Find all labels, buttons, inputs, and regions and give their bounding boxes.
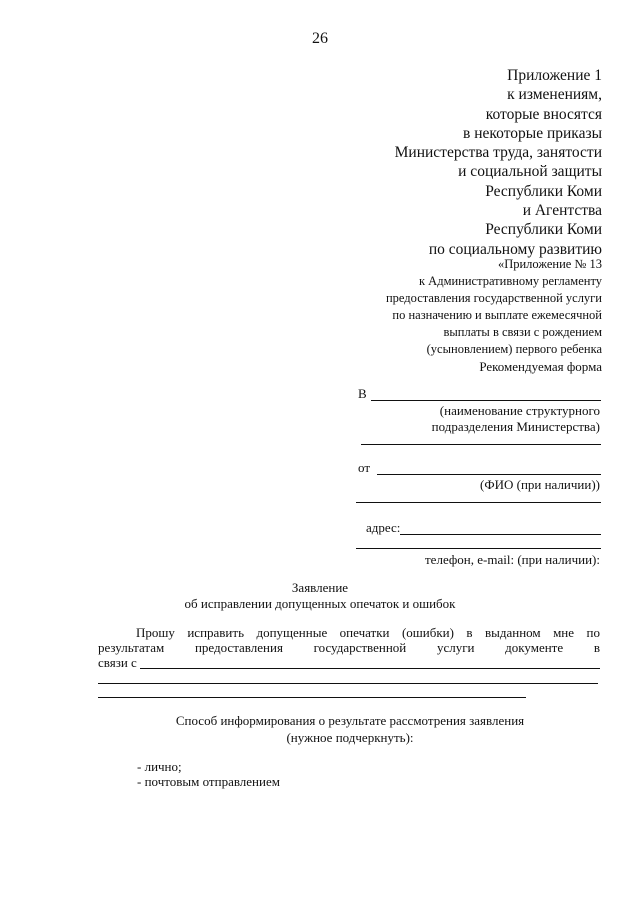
- address-extra-field[interactable]: [356, 548, 601, 549]
- contact-caption: телефон, e-mail: (при наличии):: [425, 552, 600, 567]
- appendix-13-header: [302, 256, 602, 358]
- request-word: опечатки: [339, 625, 390, 640]
- request-word: в: [593, 640, 600, 655]
- to-department-caption: [432, 403, 600, 435]
- reason-field-line-3[interactable]: [98, 697, 526, 698]
- appendix-1-line: в некоторые приказы: [463, 124, 602, 142]
- statement-title: [0, 580, 640, 612]
- from-extra-field[interactable]: [356, 502, 601, 503]
- statement-title-line1: Заявление: [291, 580, 349, 595]
- inform-method-line2: (нужное подчеркнуть):: [286, 730, 414, 745]
- request-word: допущенные: [256, 625, 328, 640]
- recommended-form-label: Рекомендуемая форма: [479, 359, 602, 374]
- request-word: (ошибки): [401, 625, 454, 640]
- option-by-mail[interactable]: - почтовым отправлением: [137, 774, 280, 789]
- address-label: адрес:: [366, 520, 401, 535]
- request-word: выданном: [484, 625, 541, 640]
- appendix-1-line: Республики Коми: [485, 182, 602, 200]
- to-caption-line: (наименование структурного: [439, 403, 600, 418]
- request-text-row-1: [136, 625, 600, 641]
- request-word: услуги: [436, 640, 475, 655]
- to-extra-field[interactable]: [361, 444, 601, 445]
- appendix-1-line: к изменениям,: [507, 86, 602, 104]
- from-name-field[interactable]: [377, 474, 601, 475]
- appendix-13-line: (усыновлением) первого ребенка: [426, 342, 602, 356]
- inform-method-line1: Способ информирования о результате рассмотрения заявления: [175, 713, 525, 728]
- request-word: государственной: [313, 640, 407, 655]
- statement-title-line2: об исправлении допущенных опечаток и ошибок: [184, 596, 456, 611]
- address-field[interactable]: [400, 534, 601, 535]
- appendix-1-line: и социальной защиты: [458, 163, 602, 181]
- appendix-1-line: и Агентства: [522, 202, 602, 220]
- request-word: результатам: [98, 640, 165, 655]
- from-label: от: [358, 460, 371, 475]
- reason-field-line-2[interactable]: [98, 683, 598, 684]
- to-label: В: [358, 386, 367, 401]
- request-word: исправить: [187, 625, 245, 640]
- appendix-1-line: по социальному развитию: [428, 240, 602, 258]
- option-in-person[interactable]: - лично;: [137, 759, 182, 774]
- page-number: 26: [312, 30, 328, 47]
- inform-method-heading: [0, 712, 640, 746]
- appendix-1-line: которые вносятся: [485, 105, 602, 123]
- request-word: в: [466, 625, 473, 640]
- from-name-caption: (ФИО (при наличии)): [479, 477, 600, 492]
- reason-field-line-1[interactable]: [140, 668, 600, 669]
- appendix-13-line: по назначению и выплате ежемесячной: [392, 308, 602, 322]
- appendix-13-line: выплаты в связи с рождением: [443, 325, 602, 339]
- appendix-13-line: к Административному регламенту: [418, 274, 602, 288]
- request-word: по: [586, 625, 600, 640]
- appendix-1-header: [282, 66, 602, 259]
- appendix-1-line: Приложение 1: [507, 67, 602, 84]
- to-caption-line: подразделения Министерства): [431, 419, 600, 434]
- appendix-13-line: «Приложение № 13: [497, 257, 602, 271]
- request-word: документе: [505, 640, 564, 655]
- appendix-13-line: предоставления государственной услуги: [385, 291, 602, 305]
- appendix-1-line: Министерства труда, занятости: [394, 144, 602, 162]
- request-word: мне: [553, 625, 575, 640]
- in-connection-label: связи с: [98, 655, 137, 670]
- request-word: Прошу: [136, 625, 175, 640]
- appendix-1-line: Республики Коми: [485, 221, 602, 239]
- request-text-row-2: [98, 640, 600, 656]
- to-department-field[interactable]: [371, 400, 601, 401]
- request-word: предоставления: [194, 640, 283, 655]
